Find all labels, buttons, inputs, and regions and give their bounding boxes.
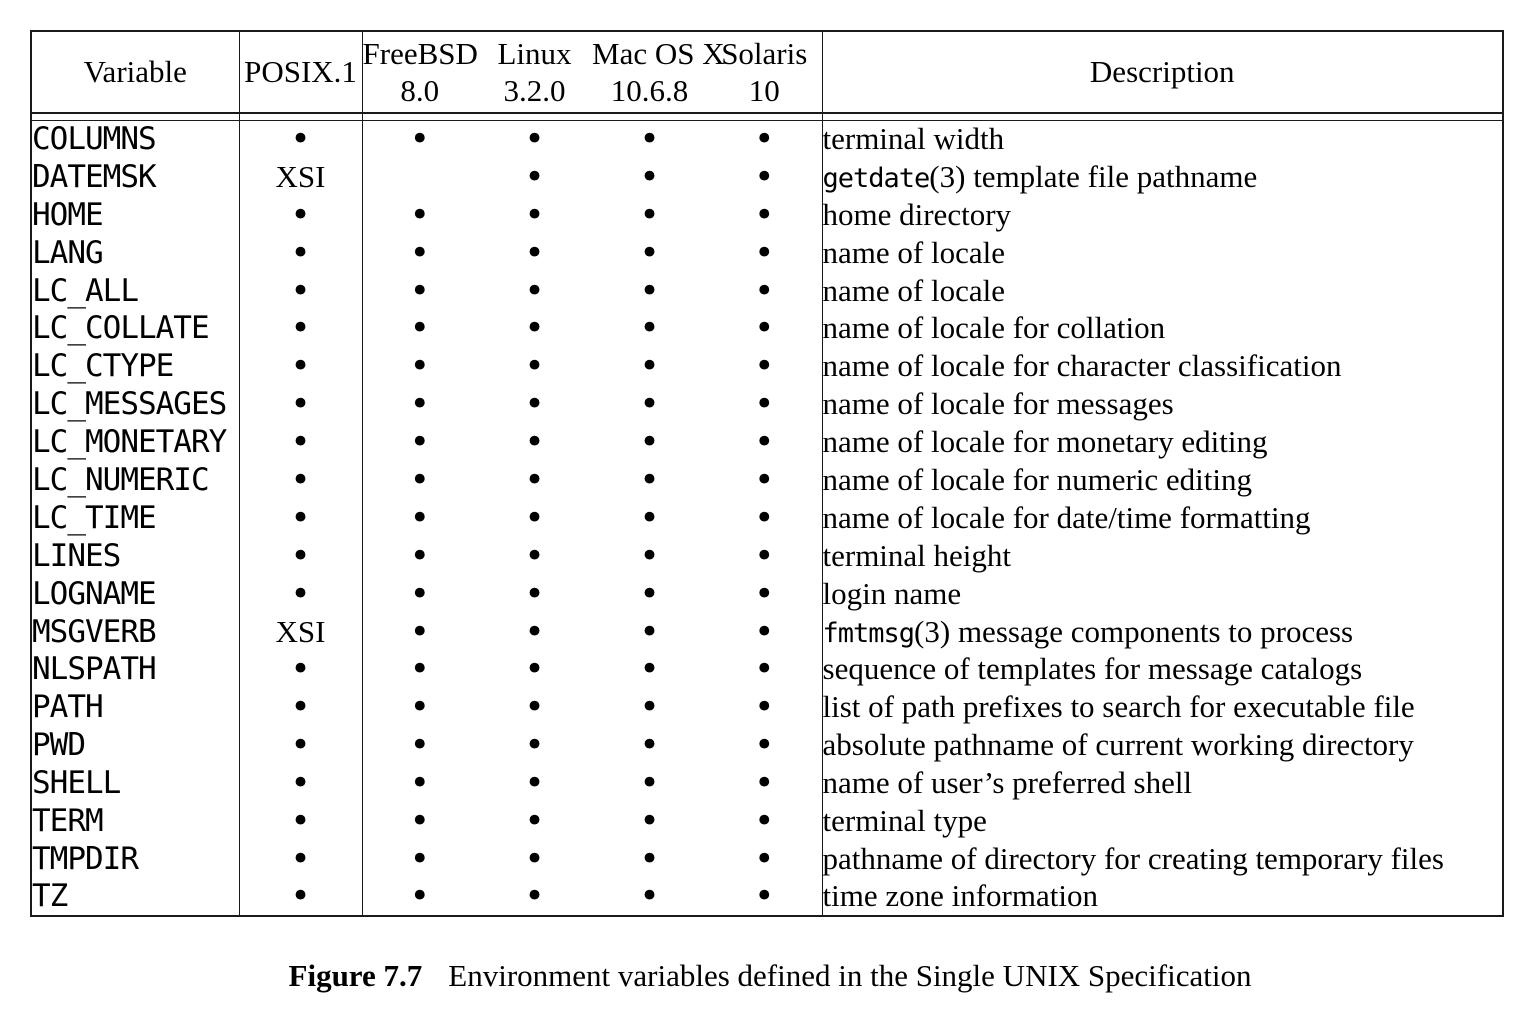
posix-mark: XSI bbox=[239, 158, 362, 196]
table-row bbox=[31, 878, 1503, 916]
description-cell bbox=[822, 196, 1503, 234]
description-text: name of locale for collation bbox=[822, 310, 1166, 346]
posix-mark: • bbox=[239, 726, 362, 764]
macosx-mark: • bbox=[639, 346, 660, 387]
table-row bbox=[31, 802, 1503, 840]
header-solaris bbox=[707, 31, 822, 113]
table-row bbox=[31, 840, 1503, 878]
header-variable: Variable bbox=[31, 31, 239, 113]
description-text: login name bbox=[822, 575, 962, 611]
description-cell bbox=[822, 840, 1503, 878]
variable-name: MSGVERB bbox=[31, 613, 239, 651]
posix-mark: • bbox=[239, 196, 362, 234]
solaris-mark: • bbox=[707, 840, 822, 878]
linux-mark: • bbox=[524, 156, 545, 197]
freebsd-mark: • bbox=[409, 119, 430, 160]
linux-mark: • bbox=[524, 194, 545, 235]
table-row bbox=[31, 461, 1503, 499]
table-row bbox=[31, 120, 1503, 158]
description-text: list of path prefixes to search for executable file bbox=[822, 689, 1415, 725]
solaris-mark: • bbox=[707, 802, 822, 840]
description-cell bbox=[822, 499, 1503, 537]
macosx-mark: • bbox=[639, 725, 660, 766]
env-vars-table bbox=[30, 30, 1504, 917]
description-text: name of locale for date/time formatting bbox=[822, 499, 1311, 535]
description-cell bbox=[822, 802, 1503, 840]
description-text: terminal height bbox=[822, 537, 1012, 573]
freebsd-mark: • bbox=[409, 687, 430, 728]
description-text: name of locale for character classification bbox=[822, 348, 1342, 384]
linux-mark: • bbox=[524, 611, 545, 652]
table-row bbox=[31, 347, 1503, 385]
solaris-mark: • bbox=[707, 234, 822, 272]
variable-name: LC_TIME bbox=[31, 499, 239, 537]
variable-name: LC_ALL bbox=[31, 272, 239, 310]
linux-mark: • bbox=[524, 422, 545, 463]
freebsd-mark: • bbox=[409, 194, 430, 235]
linux-mark: • bbox=[524, 838, 545, 879]
freebsd-mark: • bbox=[409, 800, 430, 841]
table-body bbox=[31, 120, 1503, 916]
solaris-mark: • bbox=[707, 385, 822, 423]
variable-name: LC_NUMERIC bbox=[31, 461, 239, 499]
variable-name: HOME bbox=[31, 196, 239, 234]
platform-version: 3.2.0 bbox=[503, 73, 566, 108]
variable-name: PATH bbox=[31, 688, 239, 726]
table-row bbox=[31, 688, 1503, 726]
variable-name: NLSPATH bbox=[31, 650, 239, 688]
posix-mark: • bbox=[239, 499, 362, 537]
description-text: name of user’s preferred shell bbox=[822, 765, 1193, 801]
linux-mark: • bbox=[524, 649, 545, 690]
platform-version: 10 bbox=[748, 73, 780, 108]
solaris-mark: • bbox=[707, 196, 822, 234]
macosx-mark: • bbox=[639, 270, 660, 311]
posix-mark: • bbox=[239, 272, 362, 310]
freebsd-mark: • bbox=[409, 725, 430, 766]
linux-mark: • bbox=[524, 800, 545, 841]
description-cell bbox=[822, 726, 1503, 764]
description-cell bbox=[822, 385, 1503, 423]
variable-name: TZ bbox=[31, 878, 239, 916]
freebsd-mark: • bbox=[409, 497, 430, 538]
description-text: time zone information bbox=[822, 878, 1098, 914]
macosx-mark: • bbox=[639, 459, 660, 500]
table-row bbox=[31, 423, 1503, 461]
platform-name: FreeBSD bbox=[362, 35, 478, 71]
platform-version: 8.0 bbox=[400, 73, 440, 108]
variable-name: DATEMSK bbox=[31, 158, 239, 196]
description-text: pathname of directory for creating temporary files bbox=[822, 840, 1444, 876]
description-text: terminal type bbox=[822, 802, 987, 838]
posix-mark: • bbox=[239, 575, 362, 613]
linux-mark: • bbox=[524, 876, 545, 917]
table-row bbox=[31, 650, 1503, 688]
solaris-mark: • bbox=[707, 158, 822, 196]
macosx-mark: • bbox=[639, 687, 660, 728]
freebsd-mark: • bbox=[409, 838, 430, 879]
table-row bbox=[31, 537, 1503, 575]
linux-mark: • bbox=[524, 725, 545, 766]
posix-mark: • bbox=[239, 688, 362, 726]
description-cell bbox=[822, 650, 1503, 688]
posix-mark: • bbox=[239, 347, 362, 385]
description-cell bbox=[822, 309, 1503, 347]
description-mono-part: getdate bbox=[822, 162, 930, 194]
linux-mark: • bbox=[524, 308, 545, 349]
freebsd-mark: • bbox=[409, 763, 430, 804]
solaris-mark: • bbox=[707, 764, 822, 802]
posix-mark: • bbox=[239, 120, 362, 158]
freebsd-mark: • bbox=[409, 535, 430, 576]
posix-mark: • bbox=[239, 537, 362, 575]
description-text: (3) template file pathname bbox=[929, 158, 1258, 194]
description-text: name of locale for monetary editing bbox=[822, 424, 1268, 460]
posix-mark: • bbox=[239, 764, 362, 802]
macosx-mark: • bbox=[639, 194, 660, 235]
linux-mark: • bbox=[524, 687, 545, 728]
macosx-mark: • bbox=[639, 384, 660, 425]
posix-mark: • bbox=[239, 461, 362, 499]
posix-mark: • bbox=[239, 650, 362, 688]
macosx-mark: • bbox=[639, 232, 660, 273]
description-text: (3) message components to process bbox=[914, 613, 1354, 649]
table-row bbox=[31, 272, 1503, 310]
linux-mark: • bbox=[524, 346, 545, 387]
description-text: sequence of templates for message catalogs bbox=[822, 651, 1363, 687]
macosx-mark: • bbox=[639, 649, 660, 690]
linux-mark: • bbox=[524, 763, 545, 804]
variable-name: LC_COLLATE bbox=[31, 309, 239, 347]
macosx-mark: • bbox=[639, 838, 660, 879]
header-row bbox=[31, 31, 1503, 113]
posix-mark: • bbox=[239, 234, 362, 272]
description-text: absolute pathname of current working directory bbox=[822, 727, 1414, 763]
table-row bbox=[31, 196, 1503, 234]
description-cell bbox=[822, 575, 1503, 613]
macosx-mark: • bbox=[639, 119, 660, 160]
solaris-mark: • bbox=[707, 499, 822, 537]
description-cell bbox=[822, 688, 1503, 726]
solaris-mark: • bbox=[707, 726, 822, 764]
solaris-mark: • bbox=[707, 650, 822, 688]
variable-name: LINES bbox=[31, 537, 239, 575]
linux-mark: • bbox=[524, 270, 545, 311]
macosx-mark: • bbox=[639, 535, 660, 576]
linux-mark: • bbox=[524, 119, 545, 160]
solaris-mark: • bbox=[707, 537, 822, 575]
solaris-mark: • bbox=[707, 461, 822, 499]
description-text: name of locale for messages bbox=[822, 386, 1174, 422]
solaris-mark: • bbox=[707, 423, 822, 461]
description-text: name of locale bbox=[822, 272, 1005, 308]
platform-name: Linux bbox=[497, 35, 572, 71]
posix-mark: • bbox=[239, 840, 362, 878]
description-cell bbox=[822, 120, 1503, 158]
solaris-mark: • bbox=[707, 688, 822, 726]
linux-mark: • bbox=[524, 384, 545, 425]
macosx-mark: • bbox=[639, 611, 660, 652]
solaris-mark: • bbox=[707, 347, 822, 385]
freebsd-mark: • bbox=[409, 346, 430, 387]
description-mono-part: fmtmsg bbox=[822, 617, 915, 649]
header-linux bbox=[477, 31, 592, 113]
macosx-mark: • bbox=[639, 800, 660, 841]
table-row bbox=[31, 499, 1503, 537]
table-row bbox=[31, 613, 1503, 651]
macosx-mark: • bbox=[639, 308, 660, 349]
posix-mark: • bbox=[239, 385, 362, 423]
figure-caption bbox=[0, 958, 1540, 994]
solaris-mark: • bbox=[707, 120, 822, 158]
variable-name: COLUMNS bbox=[31, 120, 239, 158]
freebsd-mark: • bbox=[409, 573, 430, 614]
header-macosx bbox=[592, 31, 725, 113]
table-row bbox=[31, 158, 1503, 196]
variable-name: SHELL bbox=[31, 764, 239, 802]
description-cell bbox=[822, 423, 1503, 461]
description-text: name of locale bbox=[822, 234, 1005, 270]
variable-name: LC_MESSAGES bbox=[31, 385, 239, 423]
linux-mark: • bbox=[524, 535, 545, 576]
posix-mark: • bbox=[239, 802, 362, 840]
variable-name: PWD bbox=[31, 726, 239, 764]
description-cell bbox=[822, 158, 1503, 196]
freebsd-mark: • bbox=[409, 459, 430, 500]
freebsd-mark: • bbox=[409, 232, 430, 273]
variable-name: LC_MONETARY bbox=[31, 423, 239, 461]
platform-version: 10.6.8 bbox=[610, 73, 689, 108]
description-text: name of locale for numeric editing bbox=[822, 461, 1253, 497]
freebsd-mark: • bbox=[409, 876, 430, 917]
variable-name: LANG bbox=[31, 234, 239, 272]
variable-name: TERM bbox=[31, 802, 239, 840]
table-row bbox=[31, 309, 1503, 347]
description-text: terminal width bbox=[822, 121, 1005, 157]
description-cell bbox=[822, 764, 1503, 802]
linux-mark: • bbox=[524, 497, 545, 538]
freebsd-mark bbox=[362, 158, 477, 196]
table-row bbox=[31, 234, 1503, 272]
macosx-mark: • bbox=[639, 763, 660, 804]
posix-mark: • bbox=[239, 878, 362, 916]
solaris-mark: • bbox=[707, 575, 822, 613]
table-row bbox=[31, 385, 1503, 423]
description-cell bbox=[822, 347, 1503, 385]
description-cell bbox=[822, 878, 1503, 916]
solaris-mark: • bbox=[707, 272, 822, 310]
linux-mark: • bbox=[524, 232, 545, 273]
variable-name: LOGNAME bbox=[31, 575, 239, 613]
macosx-mark: • bbox=[639, 573, 660, 614]
description-cell bbox=[822, 272, 1503, 310]
freebsd-mark: • bbox=[409, 270, 430, 311]
variable-name: LC_CTYPE bbox=[31, 347, 239, 385]
solaris-mark: • bbox=[707, 878, 822, 916]
macosx-mark: • bbox=[639, 876, 660, 917]
posix-mark: • bbox=[239, 423, 362, 461]
freebsd-mark: • bbox=[409, 384, 430, 425]
freebsd-mark: • bbox=[409, 649, 430, 690]
macosx-mark: • bbox=[639, 422, 660, 463]
figure-number: Figure 7.7 bbox=[288, 958, 423, 993]
linux-mark: • bbox=[524, 573, 545, 614]
solaris-mark: • bbox=[707, 613, 822, 651]
header-description: Description bbox=[822, 31, 1503, 113]
posix-mark: • bbox=[239, 309, 362, 347]
table-row bbox=[31, 764, 1503, 802]
freebsd-mark: • bbox=[409, 308, 430, 349]
description-cell bbox=[822, 461, 1503, 499]
macosx-mark: • bbox=[639, 156, 660, 197]
header-posix: POSIX.1 bbox=[239, 31, 362, 113]
table-row bbox=[31, 726, 1503, 764]
freebsd-mark: • bbox=[409, 611, 430, 652]
platform-name: Mac OS X bbox=[592, 35, 725, 71]
table-row bbox=[31, 575, 1503, 613]
macosx-mark: • bbox=[639, 497, 660, 538]
freebsd-mark: • bbox=[409, 422, 430, 463]
variable-name: TMPDIR bbox=[31, 840, 239, 878]
table-header bbox=[31, 31, 1503, 120]
description-cell bbox=[822, 613, 1503, 651]
figure-title: Environment variables defined in the Single UNIX Specification bbox=[448, 958, 1252, 993]
platform-name: Solaris bbox=[721, 35, 808, 71]
header-freebsd bbox=[362, 31, 477, 113]
linux-mark: • bbox=[524, 459, 545, 500]
description-cell bbox=[822, 537, 1503, 575]
description-text: home directory bbox=[822, 196, 1012, 232]
posix-mark: XSI bbox=[239, 613, 362, 651]
solaris-mark: • bbox=[707, 309, 822, 347]
description-cell bbox=[822, 234, 1503, 272]
